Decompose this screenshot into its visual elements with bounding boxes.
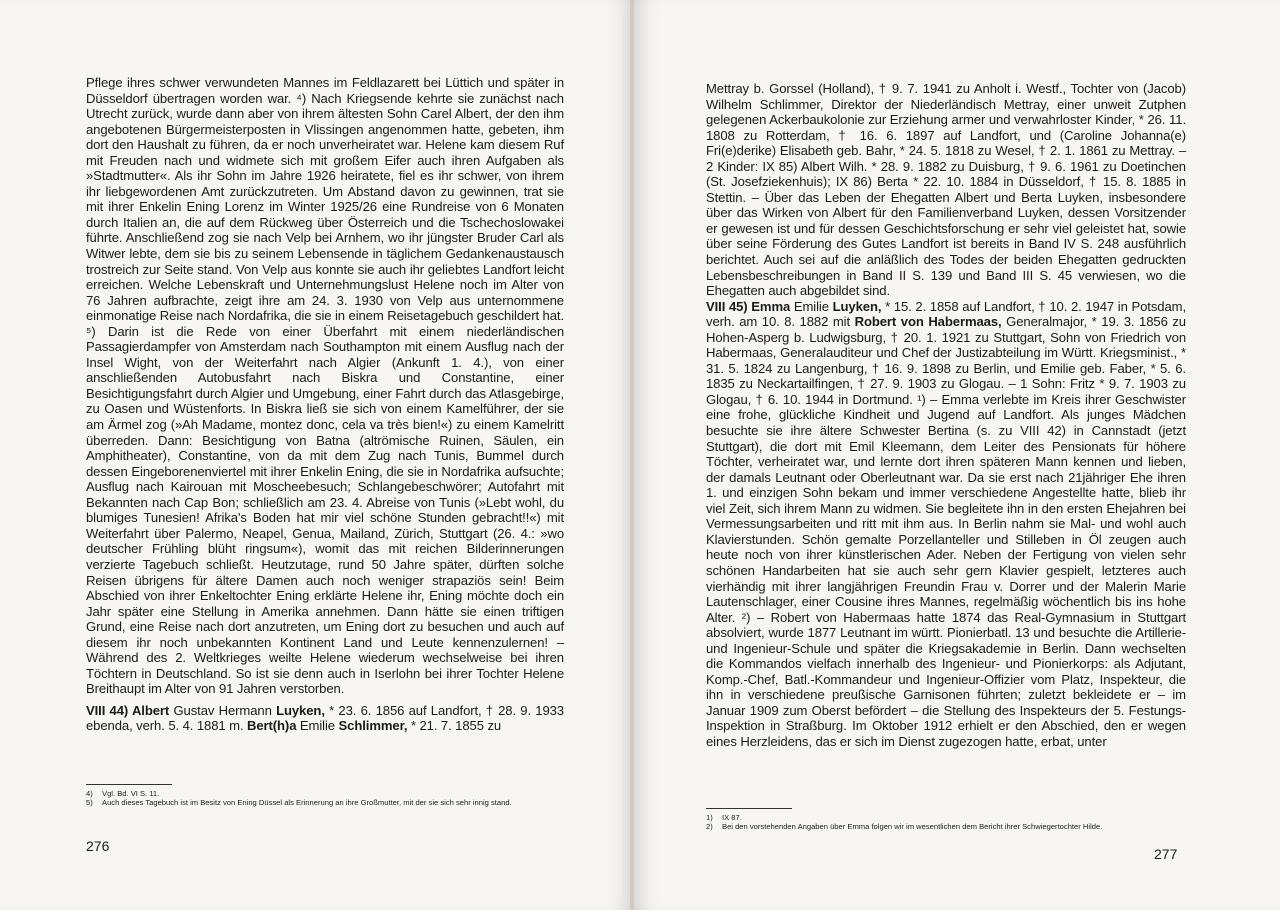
- paragraph-albert-berta: Mettray b. Gorssel (Holland), † 9. 7. 1941 zu Anholt i. Westf., Tochter von (Jacob) Wilhelm Schlimmer, Direktor der Niederländisch Mettray, einer unweit Zutphen gelegenen Ackerbaukolonie zur Erziehung armer und verwahrloster Kinder, * 26. 11. 1808 zu Rotterdam, † 16. 6. 1897 auf Landfort, und (Caroline Johanna(e) Fri(e)derike) Elisabeth geb. Bahr, * 24. 5. 1818 zu Wesel, † 2. 1. 1861 zu Mettray. – 2 Kinder: IX 85) Albert Wilh. * 28. 9. 1882 zu Duisburg, † 9. 6. 1961 zu Doetinchen (St. Josefziekenhuis); IX 86) Berta * 22. 10. 1884 in Düsseldorf, † 15. 8. 1885 in Stettin. – Über das Leben der Ehegatten Albert und Berta Luyken, insbesondere über das Wirken von Albert für den Familienverband Luyken, dessen Vorsitzender er gewesen ist und für dessen Geschichtsforschung er sehr viel geleistet hat, sowie über seine Förderung des Gutes Landfort ist bereits in Band IV S. 248 ausführlich berichtet. Auch sei auf die anläßlich des Todes der beiden Ehegatten gedruckten Lebensbeschreibungen in Band II S. 139 und Band III S. 45 verwiesen, wo die Ehegatten auch abgebildet sind.: [706, 81, 1186, 299]
- footnote-rule: [86, 784, 172, 785]
- left-page: [0, 0, 632, 910]
- footnote: 5) Auch dieses Tagebuch ist im Besitz von Ening Düssel als Erinnerung an ihre Großmutter, mit der sie sich sehr innig stand.: [86, 798, 512, 808]
- footnote: 2) Bei den vorstehenden Angaben über Emma folgen wir im wesentlichen dem Bericht ihrer Schwiegertochter Hilde.: [706, 822, 1103, 832]
- footnotes-left: [86, 789, 566, 808]
- paragraph-helene: Pflege ihres schwer verwundeten Mannes im Feldlazarett bei Lüttich und später in Düsseldorf übertragen worden war. ⁴) Nach Kriegsende kehrte sie zunächst nach Utrecht zurück, wurde dann aber von ihrem ältesten Sohn Carel Albert, der den ihm angebotenen Bürgermeisterposten in Vlissingen angenommen hatte, gebeten, ihm dort den Haushalt zu führen, da er noch unverheiratet war. Helene kam diesem Ruf mit Freuden nach und widmete sich mit großem Eifer auch ihren Aufgaben als »Stadtmutter«. Als ihr Sohn im Jahre 1926 heiratete, fiel es ihr schwer, von ihrem ihr liebgewordenen Amt zurückzutreten. Um Abstand davon zu gewinnen, trat sie mit ihrer Enkelin Ening Lorenz im Winter 1925/26 eine Rundreise von 6 Monaten durch Italien an, die auf dem Rückweg über Österreich und die Tschechoslowakei führte. Anschließend zog sie nach Velp bei Arnhem, wo ihr jüngster Bruder Carl als Witwer lebte, dem sie bis zu seinem Lebensende in täglichem Gedankenaustausch trostreich zur Seite stand. Von Velp aus konnte sie auch ihr geliebtes Landfort leicht erreichen. Welche Lebenskraft und Unternehmungslust Helene noch im Alter von 76 Jahren aufbrachte, zeigt ihre am 24. 3. 1930 von Velp aus unternommene einmonatige Reise nach Nordafrika, die sie in einem Reisetagebuch geschildert hat. ⁵) Darin ist die Rede von einer Überfahrt mit einem niederländischen Passagierdampfer von Amsterdam nach Southampton mit einem Ausflug nach der Insel Wight, von der Weiterfahrt nach Algier (Ankunft 1. 4.), von einer anschließenden Autobusfahrt nach Biskra und Constantine, einer Besichtigungsfahrt durch Algier und Umgebung, einer Fahrt durch das Atlasgebirge, zu Oasen und Wüstenforts. In Biskra ließ sie sich von einem Kamelführer, der sie am Ärmel zog (»Ah Madame, montez donc, cela va très bien!«) zu einem Kamelritt überreden. Dann: Besichtigung von Batna (altrömische Ruinen, Säulen, ein Amphitheater), Constantine, von da mit dem Zug nach Tunis, Bummel durch dessen Eingeborenenviertel mit ihrer Enkelin Ening, die sie in Nordafrika aufsuchte; Ausflug nach Kairouan mit Moscheebesuch; Schlangebeschwörer; Autofahrt mit Bekannten nach Cap Bon; schließlich am 23. 4. Abreise von Tunis (»Lebt wohl, du blumiges Tunesien! Afrika's Boden hat mir viel schöne Stunden gebracht!!«) mit Weiterfahrt über Palermo, Neapel, Genua, Mailand, Zürich, Stuttgart (26. 4.: »wo deutscher Frühling blüht ringsum«), womit das mit reichen Bilderinnerungen verzierte Tagebuch schließt. Heutzutage, rund 50 Jahre später, dürften solche Reisen übrigens für ältere Damen auch noch weniger strapaziös sein! Beim Abschied von ihrer Enkeltochter Ening erklärte Helene ihr, Ening möchte doch ein Jahr später eine Stellung in Amerika annehmen. Dann hätte sie einen triftigen Grund, eine Reise nach dort anzutreten, um Ening dort zu besuchen und auch auf diesem ihr noch unbekannten Kontinent Land und Leute kennenzulernen! – Während des 2. Weltkrieges weilte Helene wiederum wechselweise bei ihren Töchtern in Deutschland. So ist sie denn auch in Iserlohn bei ihrer Tochter Helene Breithaupt im Alter von 91 Jahren verstorben.: [86, 75, 565, 697]
- entry-viii-45: VIII 45) Emma Emilie Luyken, * 15. 2. 1858 auf Landfort, † 10. 2. 1947 in Potsdam, verh. am 10. 8. 1882 mit Robert von Habermaas, Generalmajor, * 19. 3. 1856 zu Hohen-Asperg b. Ludwigsburg, † 20. 1. 1921 zu Stuttgart, Sohn von Friedrich von Habermaas, Generalauditeur und Chef der Justizabteilung im Württ. Kriegsminist., * 31. 5. 1824 zu Langenburg, † 16. 9. 1898 zu Berlin, und Emilie geb. Faber, * 5. 6. 1835 zu Neckartailfingen, † 27. 9. 1903 zu Glogau. – 1 Sohn: Fritz * 9. 7. 1903 zu Glogau, † 6. 10. 1944 in Dortmund. ¹) – Emma verlebte im Kreis ihrer Geschwister eine frohe, glückliche Kindheit und Jugend auf Landfort. Als junges Mädchen besuchte sie ihre ältere Schwester Bertina (s. zu VIII 42) in Cannstadt (jetzt Stuttgart), die dort mit Emil Kleemann, dem Leiter des Pensionats für höhere Töchter, verheiratet war, und lernte dort ihren späteren Mann kennen und lieben, der damals Leutnant oder Oberleutnant war. Da sie erst nach 21jähriger Ehe ihren 1. und einzigen Sohn bekam und immer verschiedene Angestellte hatte, blieb ihr viel Zeit, sich ihrem Mann zu widmen. Sie begleitete ihn in den ersten Ehejahren bei Vermessungsarbeiten und ritt mit ihm aus. In Berlin nahm sie Mal- und wohl auch Klavierstunden. Schön gemalte Porzellanteller und Stilleben in Öl zeugen auch heute noch von ihrer künstlerischen Ader. Neben der Fertigung von vielen sehr schönen Handarbeiten hat sie auch sehr gern Klavier gespielt, letzteres auch vierhändig mit ihrer langjährigen Freundin Frau v. Dorrer und der Malerin Marie Lautenschlager, einer Cousine ihres Mannes, regelmäßig wöchentlich bis ins hohe Alter. ²) – Robert von Habermaas hatte 1874 das Real-Gymnasium in Stuttgart absolviert, wurde 1877 Leutnant im württ. Pionierbatl. 13 und besuchte die Artillerie- und Ingenieur-Schule und später die Kriegsakademie in Berlin. Dann wechselten die Kommandos vielfach innerhalb des Ingenieur- und Pionierkorps: als Adjutant, Komp.-Chef, Batl.-Kommandeur und Ingenieur-Offizier vom Platz, Inspekteur, die ihn in verschiedene preußische Garnisonen führten; zuletzt bekleidete er – im Januar 1909 zum Oberst befördert – die Stellung des Inspekteurs der 5. Festungs-Inspektion in Straßburg. Im Oktober 1912 erhielt er den Abschied, den er wegen eines Herzleidens, das er sich im Dienst zugezogen hatte, erbat, unter: [706, 298, 1186, 749]
- entry-surname: Luyken,: [832, 298, 882, 314]
- footnote-rule: [706, 808, 792, 809]
- entry-viii-44: VIII 44) Albert Gustav Hermann Luyken, * 23. 6. 1856 auf Landfort, † 28. 9. 1933 ebenda, verh. 5. 4. 1881 m. Bert(h)a Emilie Schlimmer, * 21. 7. 1855 zu: [86, 702, 564, 734]
- right-page-body: [706, 81, 1186, 750]
- page-number: 277: [1154, 846, 1178, 862]
- entry-head: VIII 45) Emma: [706, 298, 791, 314]
- page-number: 276: [86, 838, 110, 854]
- right-page: [634, 0, 1280, 910]
- footnote: 4) Vgl. Bd. VI S. 11.: [86, 789, 160, 798]
- left-page-body: [86, 75, 564, 734]
- entry-surname: Luyken,: [276, 702, 325, 718]
- entry-head: VIII 44) Albert: [86, 702, 170, 718]
- footnotes-right: [706, 808, 1226, 832]
- footnote: 1) IX 87.: [706, 813, 742, 822]
